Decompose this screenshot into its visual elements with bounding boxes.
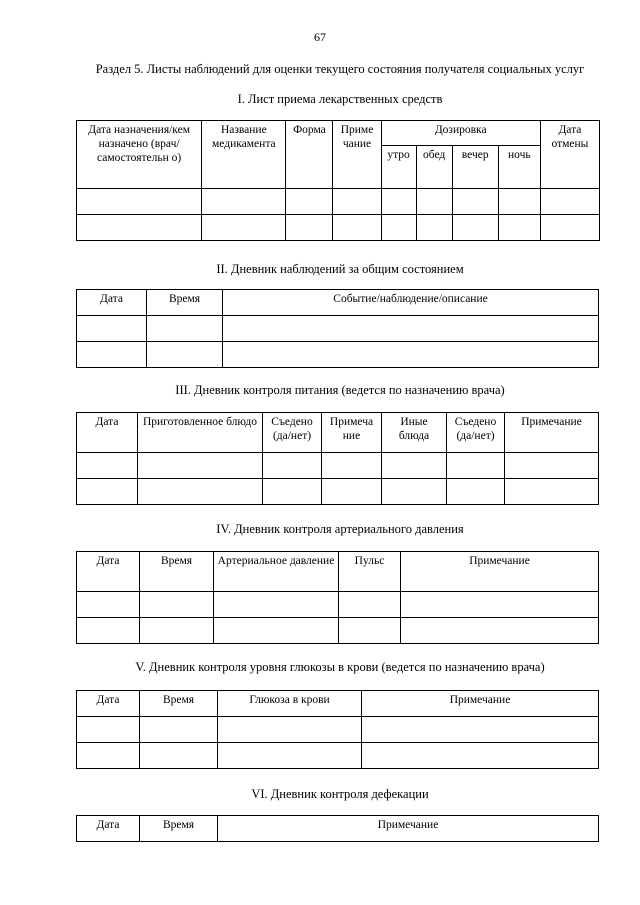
- table-row: [77, 453, 599, 479]
- header-date: Дата: [77, 413, 138, 453]
- header-date: Дата: [77, 290, 147, 316]
- header-prepared-dish: Приготовленное блюдо: [138, 413, 263, 453]
- table-row: [77, 316, 599, 342]
- table-5-title: V. Дневник контроля уровня глюкозы в крови (ведется по назначению врача): [135, 660, 545, 674]
- header-pressure: Артериальное давление: [214, 552, 339, 592]
- header-eaten-2: Съедено (да/нет): [447, 413, 505, 453]
- table-row: [77, 717, 599, 743]
- header-night: ночь: [498, 146, 540, 189]
- medication-table: [76, 120, 600, 241]
- header-cancel-date: Дата отмены: [540, 121, 599, 189]
- header-time: Время: [140, 552, 214, 592]
- table-row: [77, 479, 599, 505]
- header-other-dishes: Иные блюда: [382, 413, 447, 453]
- header-note: Примеча ние: [322, 413, 382, 453]
- header-event: Событие/наблюдение/описание: [223, 290, 599, 316]
- page-number: 67: [314, 30, 326, 44]
- table-row: [77, 618, 599, 644]
- table-4-title: IV. Дневник контроля артериального давления: [216, 522, 464, 536]
- observation-table: [76, 289, 599, 368]
- table-row: [77, 342, 599, 368]
- header-medication-name: Название медикамента: [202, 121, 286, 189]
- table-row: [77, 592, 599, 618]
- header-evening: вечер: [452, 146, 498, 189]
- section-title: Раздел 5. Листы наблюдений для оценки текущего состояния получателя социальных услуг: [95, 62, 585, 76]
- table-row: [77, 215, 600, 241]
- header-lunch: обед: [416, 146, 452, 189]
- table-2-title: II. Дневник наблюдений за общим состоянием: [216, 262, 464, 276]
- nutrition-table: [76, 412, 599, 505]
- header-eaten: Съедено (да/нет): [263, 413, 322, 453]
- table-3-title: III. Дневник контроля питания (ведется по назначению врача): [175, 383, 505, 397]
- defecation-table: [76, 815, 599, 842]
- glucose-table: [76, 690, 599, 769]
- header-form: Форма: [286, 121, 333, 189]
- header-morning: утро: [381, 146, 416, 189]
- blood-pressure-table: [76, 551, 599, 644]
- header-assigned-date: Дата назначения/кем назначено (врач/самостоятельн о): [77, 121, 202, 189]
- header-time: Время: [140, 816, 218, 842]
- table-6-title: VI. Дневник контроля дефекации: [251, 787, 429, 801]
- header-remark: Примечание: [362, 691, 599, 717]
- header-date: Дата: [77, 691, 140, 717]
- header-remark: Примечание: [505, 413, 599, 453]
- header-time: Время: [147, 290, 223, 316]
- header-remark: Примечание: [218, 816, 599, 842]
- header-date: Дата: [77, 552, 140, 592]
- header-remark: Примечание: [401, 552, 599, 592]
- header-time: Время: [140, 691, 218, 717]
- table-row: [77, 743, 599, 769]
- table-1-title: I. Лист приема лекарственных средств: [237, 92, 443, 106]
- header-note: Приме чание: [333, 121, 381, 189]
- header-date: Дата: [77, 816, 140, 842]
- header-glucose: Глюкоза в крови: [218, 691, 362, 717]
- table-row: [77, 189, 600, 215]
- header-pulse: Пульс: [339, 552, 401, 592]
- header-dosage: Дозировка: [381, 121, 540, 146]
